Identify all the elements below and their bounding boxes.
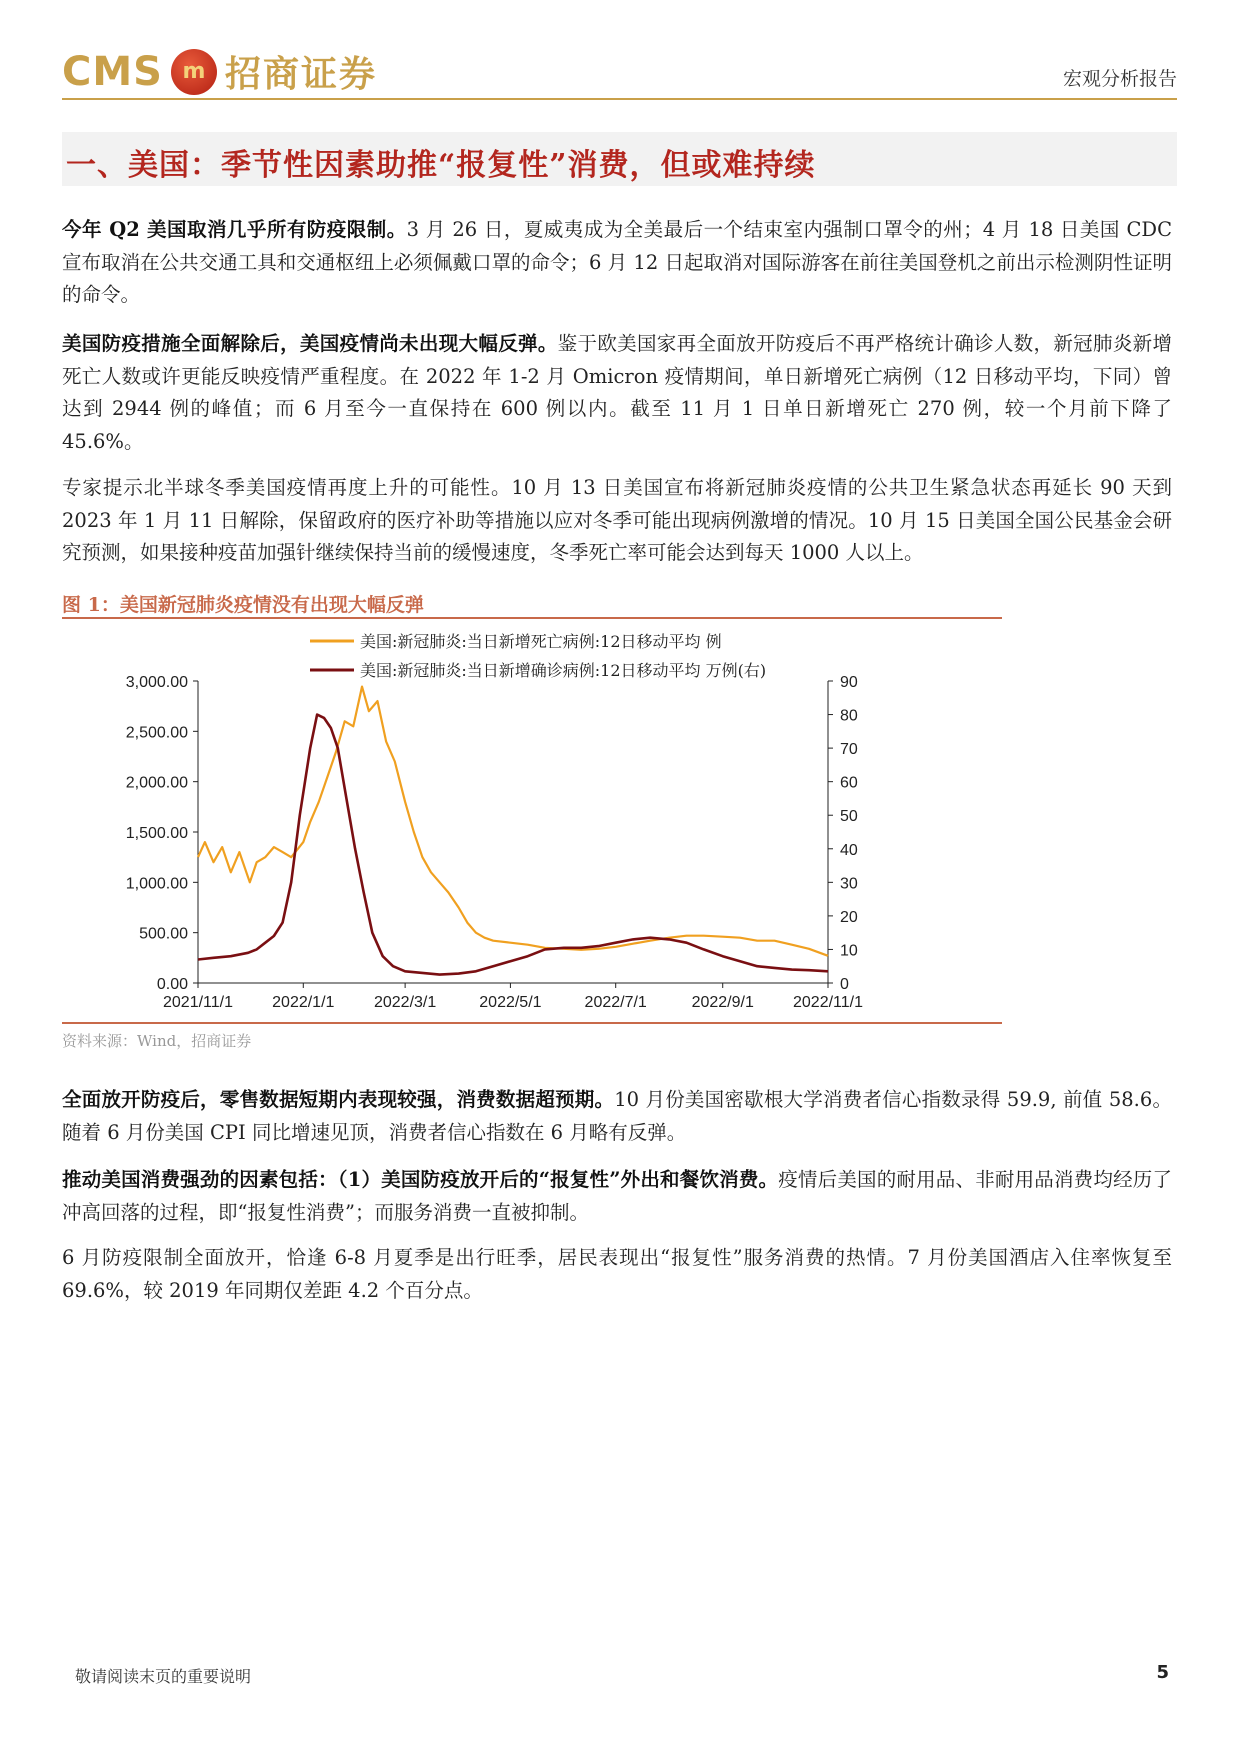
page-number: 5 xyxy=(1156,1662,1169,1683)
x-tick-label: 2021/11/1 xyxy=(163,994,233,1011)
header-divider xyxy=(62,98,1177,100)
legend-label-cases: 美国:新冠肺炎:当日新增确诊病例:12日移动平均 万例(右) xyxy=(360,661,767,680)
series-line-cases xyxy=(198,715,828,975)
chart-lines xyxy=(198,687,828,975)
figure-bottom-rule xyxy=(62,1022,1002,1024)
paragraph-lead: 美国防疫措施全面解除后，美国疫情尚未出现大幅反弹。 xyxy=(62,332,558,355)
logo-badge-icon: m xyxy=(171,49,217,95)
x-tick-label: 2022/9/1 xyxy=(691,994,754,1011)
paragraph-2 xyxy=(62,328,1172,458)
x-tick-label: 2022/11/1 xyxy=(793,994,863,1011)
paragraph-6 xyxy=(62,1242,1172,1307)
series-line-deaths xyxy=(198,687,828,956)
paragraph-body: 专家提示北半球冬季美国疫情再度上升的可能性。10 月 13 日美国宣布将新冠肺炎疫情的公共卫生紧急状态再延长 90 天到 2023 年 1 月 11 日解除，保留政府的医疗补助等措施以应对冬季可能出现病例激增的情况。10 月 15 日美国全国公民基金会研究预测，如果接种疫苗加强针继续保持当前的缓慢速度，冬季死亡率可能会达到每天 1000 人以上。 xyxy=(62,476,1172,564)
paragraph-5 xyxy=(62,1164,1172,1229)
report-type: 宏观分析报告 xyxy=(1062,68,1177,90)
paragraph-body: 疫情后美国的耐用品、非耐用品消费均经历了冲高回落的过程，即“报复性消费”；而服务消费一直被抑制。 xyxy=(62,1168,1172,1224)
logo-latin: CMS xyxy=(62,48,163,95)
legend-label-deaths: 美国:新冠肺炎:当日新增死亡病例:12日移动平均 例 xyxy=(360,632,722,651)
y-right-tick-label: 50 xyxy=(840,808,858,826)
figure-source: 资料来源：Wind，招商证券 xyxy=(62,1032,252,1050)
paragraph-body: 鉴于欧美国家再全面放开防疫后不再严格统计确诊人数，新冠肺炎新增死亡人数或许更能反映疫情严重程度。在 2022 年 1-2 月 Omicron 疫情期间，单日新增死亡病例（12 日移动平均，下同）曾达到 2944 例的峰值；而 6 月至今一直保持在 600 例以内。截至 11 月 1 日单日新增死亡 270 例，较一个月前下降了 45.6%。 xyxy=(62,332,1172,453)
y-right-tick-label: 20 xyxy=(840,908,858,926)
x-tick-label: 2022/3/1 xyxy=(373,994,437,1011)
y-left-tick-label: 1,000.00 xyxy=(125,875,188,893)
y-right-tick-label: 10 xyxy=(840,942,858,960)
y-right-tick-label: 80 xyxy=(840,707,858,725)
logo-chinese: 招商证券 xyxy=(224,54,377,95)
page-header xyxy=(62,40,1177,98)
section-title: 一、美国：季节性因素助推“报复性”消费，但或难持续 xyxy=(66,148,816,183)
chart-axes xyxy=(126,674,863,1011)
chart-legend xyxy=(310,632,766,680)
figure-title: 图 1：美国新冠肺炎疫情没有出现大幅反弹 xyxy=(62,594,424,616)
y-right-tick-label: 30 xyxy=(840,875,858,893)
y-right-tick-label: 90 xyxy=(840,674,858,691)
y-left-tick-label: 3,000.00 xyxy=(125,674,188,691)
paragraph-4 xyxy=(62,1084,1172,1149)
x-tick-label: 2022/5/1 xyxy=(479,994,542,1011)
paragraph-lead: 今年 Q2 美国取消几乎所有防疫限制。 xyxy=(62,218,407,241)
paragraph-body: 6 月防疫限制全面放开，恰逢 6-8 月夏季是出行旺季，居民表现出“报复性”服务消费的热情。7 月份美国酒店入住率恢复至 69.6%，较 2019 年同期仅差距 4.2 个百分点。 xyxy=(62,1246,1172,1302)
x-tick-label: 2022/1/1 xyxy=(272,994,335,1011)
footer-note: 敬请阅读末页的重要说明 xyxy=(75,1667,252,1686)
paragraph-lead: 全面放开防疫后，零售数据短期内表现较强，消费数据超预期。 xyxy=(62,1088,615,1111)
y-left-tick-label: 2,500.00 xyxy=(125,724,188,742)
y-left-tick-label: 1,500.00 xyxy=(125,825,188,842)
paragraph-body: 10 月份美国密歇根大学消费者信心指数录得 59.9, 前值 58.6。随着 6 月份美国 CPI 同比增速见顶，消费者信心指数在 6 月略有反弹。 xyxy=(62,1088,1172,1144)
paragraph-lead: 推动美国消费强劲的因素包括：（1）美国防疫放开后的“报复性”外出和餐饮消费。 xyxy=(62,1168,779,1191)
brand-logo xyxy=(62,46,377,97)
x-tick-label: 2022/7/1 xyxy=(584,994,647,1011)
y-left-tick-label: 2,000.00 xyxy=(125,774,188,792)
y-right-tick-label: 0 xyxy=(840,976,849,993)
paragraph-1 xyxy=(62,214,1172,312)
section-heading-band xyxy=(62,132,1177,186)
y-right-tick-label: 60 xyxy=(840,774,858,792)
y-right-tick-label: 40 xyxy=(840,841,858,859)
covid-line-chart xyxy=(62,619,1002,1022)
y-right-tick-label: 70 xyxy=(840,741,858,759)
paragraph-body: 3 月 26 日，夏威夷成为全美最后一个结束室内强制口罩令的州；4 月 18 日美国 CDC 宣布取消在公共交通工具和交通枢纽上必须佩戴口罩的命令；6 月 12 日起取消对国际游客在前往美国登机之前出示检测阴性证明的命令。 xyxy=(62,218,1172,306)
y-left-tick-label: 500.00 xyxy=(139,925,188,943)
paragraph-3 xyxy=(62,472,1172,570)
y-left-tick-label: 0.00 xyxy=(156,976,188,993)
